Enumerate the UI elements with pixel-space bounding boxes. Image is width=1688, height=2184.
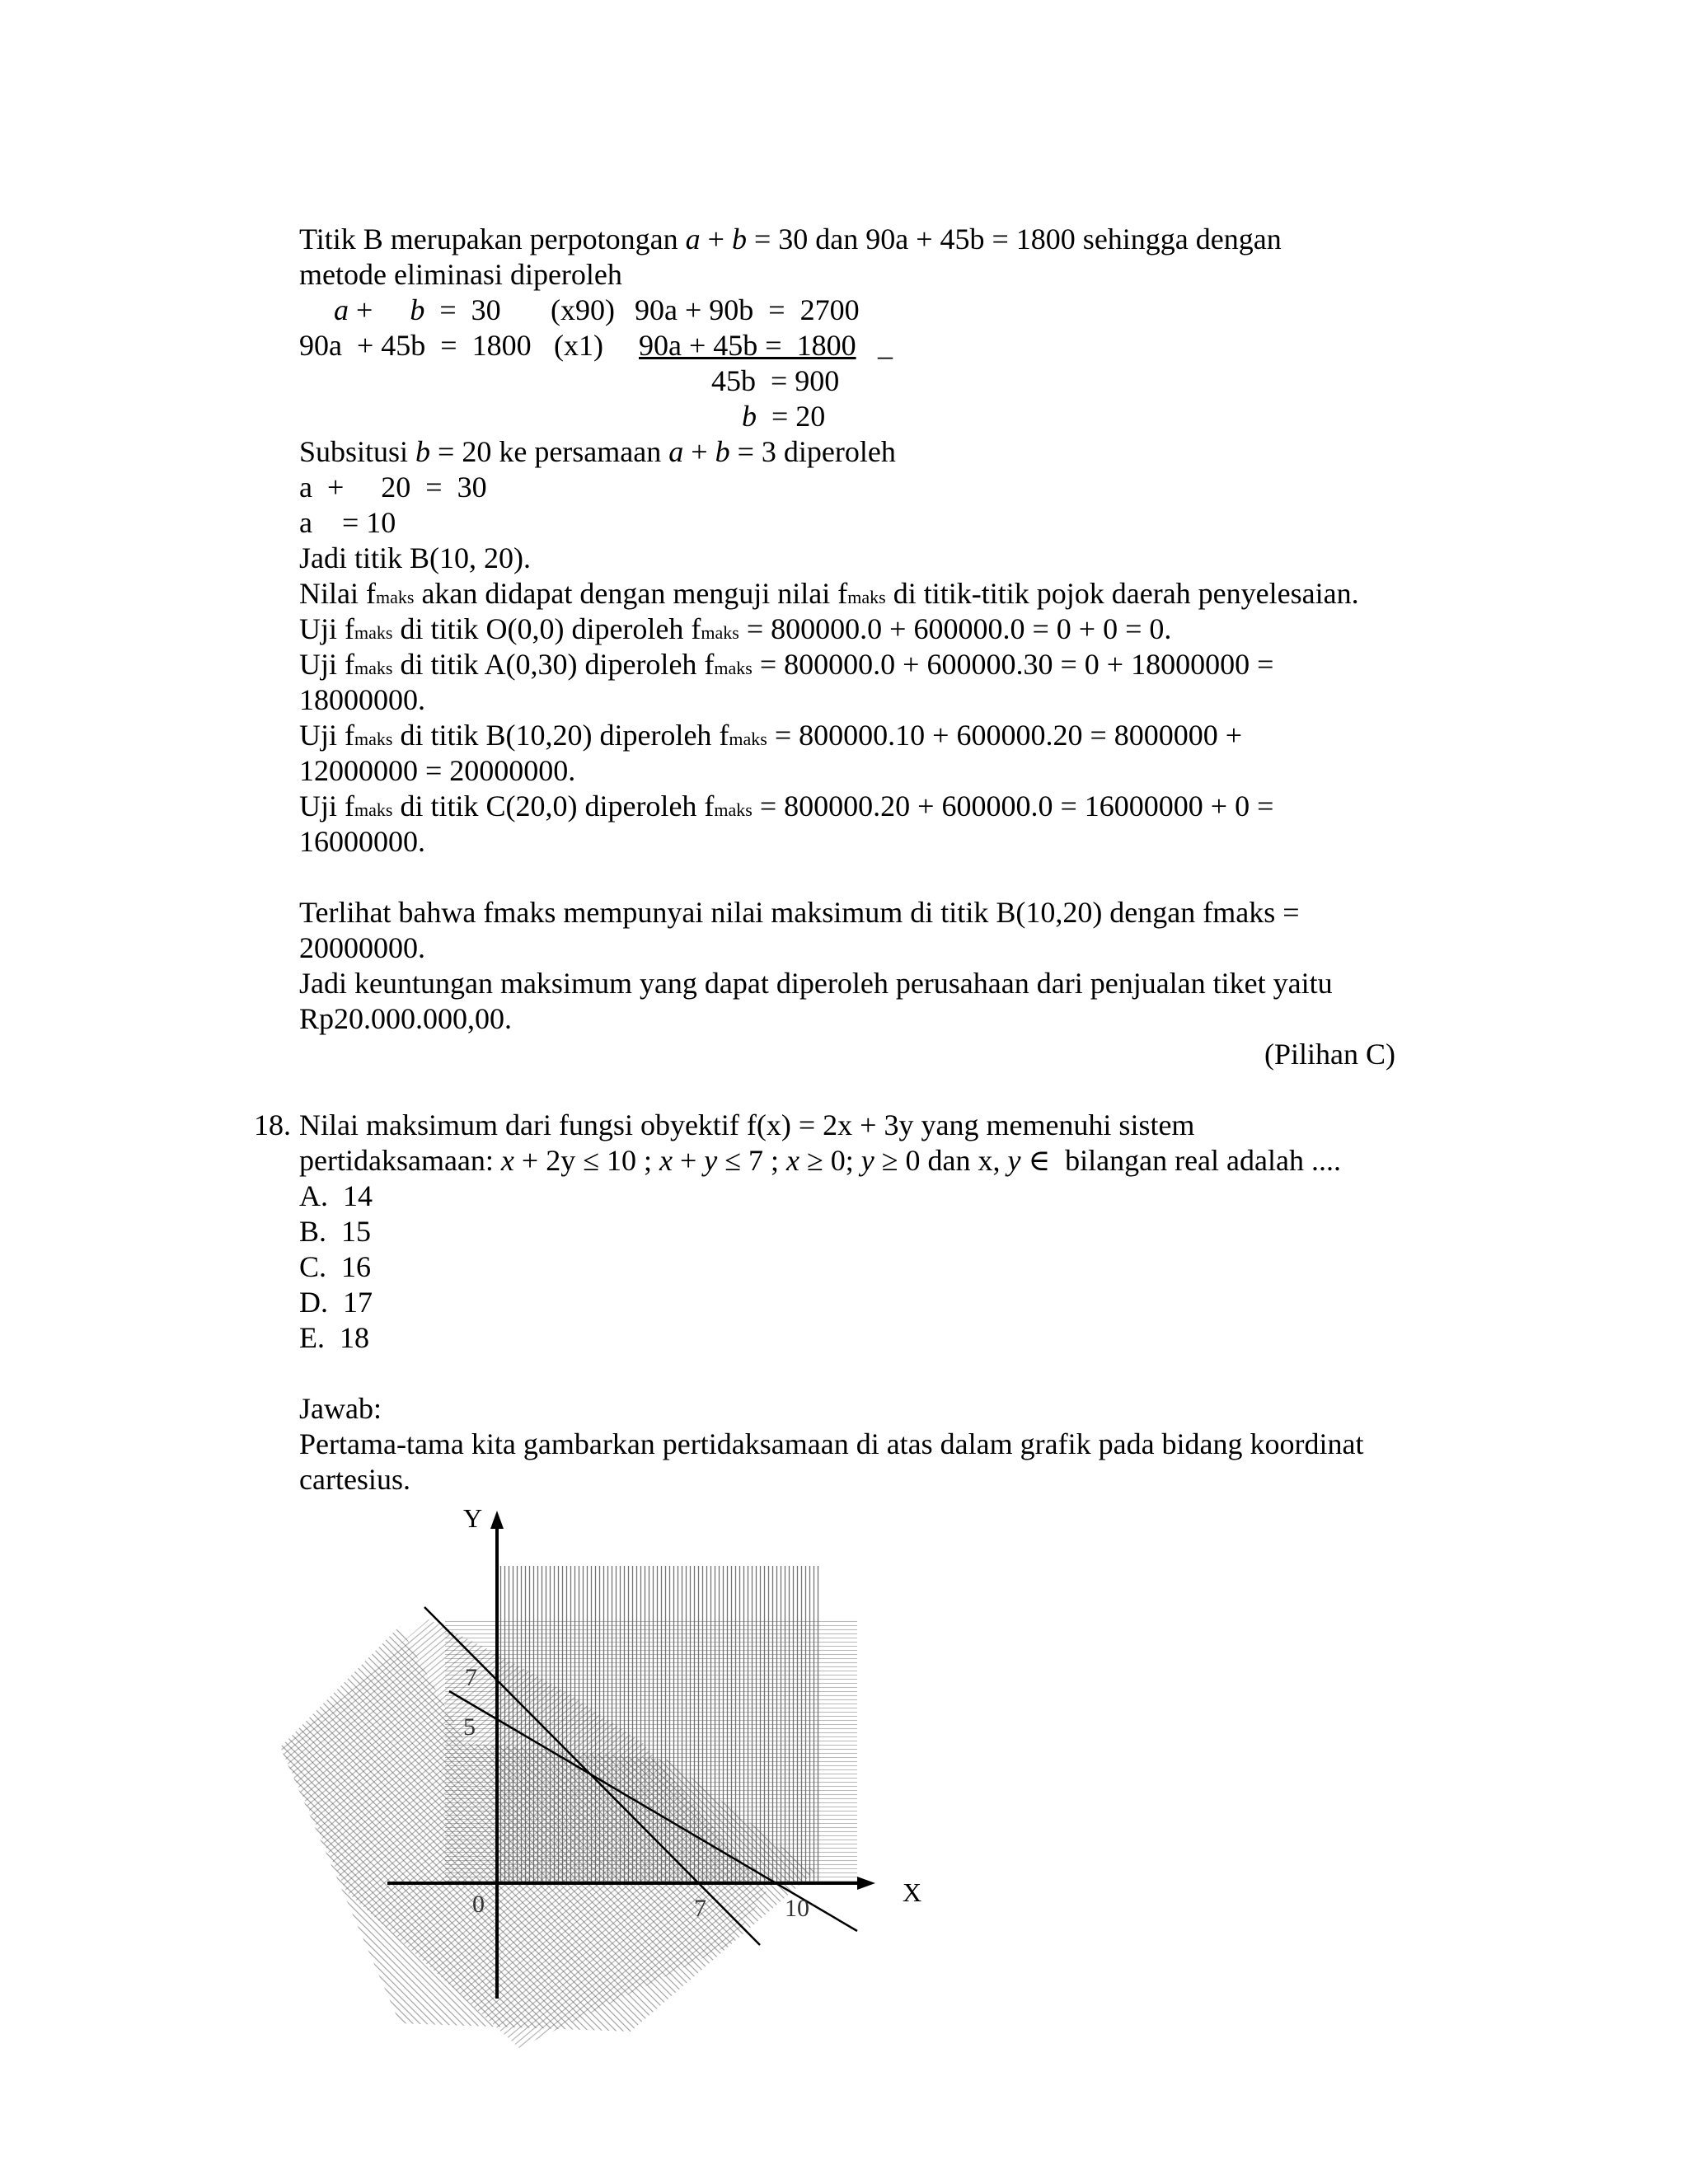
conclusion-line-4: Rp20.000.000,00. (299, 1002, 513, 1035)
inequality-graph (280, 1496, 956, 2048)
answer-label: Jawab: (299, 1392, 382, 1425)
conclusion-line-3: Jadi keuntungan maksimum yang dapat diperoleh perusahaan dari penjualan tiket yaitu (299, 967, 1333, 1000)
elim-row-3: 45b = 900 (711, 364, 840, 397)
question-line-2: pertidaksamaan: x + 2y ≤ 10 ; x + y ≤ 7 ; x ≥ 0; y ≥ 0 dan x, y ∈ bilangan real adalah .... (299, 1144, 1341, 1177)
test-a: Uji fmaks di titik A(0,30) diperoleh fmaks = 800000.0 + 600000.30 = 0 + 18000000 = (299, 648, 1274, 681)
option-b: B. 15 (299, 1215, 372, 1248)
elim-row-2-right: 90a + 45b = 1800 (639, 329, 856, 362)
y-axis-arrow (490, 1511, 504, 1529)
test-b: Uji fmaks di titik B(10,20) diperoleh fmaks = 800000.10 + 600000.20 = 8000000 + (299, 719, 1243, 752)
x-tick-0: 0 (472, 1891, 485, 1918)
test-b-result: 12000000 = 20000000. (299, 754, 576, 787)
option-d: D. 17 (299, 1286, 373, 1319)
intro-line-1: Titik B merupakan perpotongan a + b = 30 dan 90a + 45b = 1800 sehingga dengan (299, 223, 1282, 255)
subst-line-2: a + 20 = 30 (299, 471, 487, 504)
elim-minus-sign: _ (878, 329, 893, 362)
answer-line-1: Pertama-tama kita gambarkan pertidaksamaan di atas dalam grafik pada bidang koordinat (299, 1427, 1364, 1460)
elim-row-1-mult: (x90) (551, 293, 615, 326)
elim-row-1-left: a + b = 30 (334, 293, 501, 326)
subst-line-4: Jadi titik B(10, 20). (299, 541, 531, 574)
answer-line-2: cartesius. (299, 1463, 410, 1496)
option-e: E. 18 (299, 1321, 369, 1354)
question-number: 18. (254, 1108, 291, 1141)
elim-row-2-left: 90a + 45b = 1800 (299, 329, 532, 362)
elim-row-2-mult: (x1) (554, 329, 603, 362)
subst-line-3: a = 10 (299, 506, 396, 539)
intro-line-2: metode eliminasi diperoleh (299, 258, 622, 291)
option-a: A. 14 (299, 1179, 373, 1212)
answer-choice: (Pilihan C) (1264, 1038, 1395, 1071)
test-c-result: 16000000. (299, 825, 425, 858)
elim-row-4: b = 20 (742, 400, 826, 433)
x-tick-10: 10 (785, 1895, 809, 1922)
elim-row-1-right: 90a + 90b = 2700 (635, 293, 860, 326)
test-a-result: 18000000. (299, 683, 425, 716)
y-tick-5: 5 (463, 1713, 476, 1741)
conclusion-line-2: 20000000. (299, 931, 425, 964)
x-tick-7: 7 (694, 1895, 706, 1922)
option-c: C. 16 (299, 1250, 372, 1283)
test-intro: Nilai fmaks akan didapat dengan menguji nilai fmaks di titik-titik pojok daerah penyelesaian. (299, 577, 1359, 610)
question-line-1: Nilai maksimum dari fungsi obyektif f(x) = 2x + 3y yang memenuhi sistem (299, 1108, 1195, 1141)
x-axis-label: X (903, 1877, 922, 1907)
y-axis-label: Y (463, 1503, 483, 1533)
y-tick-7: 7 (465, 1664, 477, 1691)
test-o: Uji fmaks di titik O(0,0) diperoleh fmaks = 800000.0 + 600000.0 = 0 + 0 = 0. (299, 612, 1172, 645)
conclusion-line-1: Terlihat bahwa fmaks mempunyai nilai maksimum di titik B(10,20) dengan fmaks = (299, 896, 1300, 929)
test-c: Uji fmaks di titik C(20,0) diperoleh fmaks = 800000.20 + 600000.0 = 16000000 + 0 = (299, 790, 1274, 823)
subst-line-1: Subsitusi b = 20 ke persamaan a + b = 3 diperoleh (299, 435, 896, 468)
x-axis-arrow (857, 1877, 875, 1890)
